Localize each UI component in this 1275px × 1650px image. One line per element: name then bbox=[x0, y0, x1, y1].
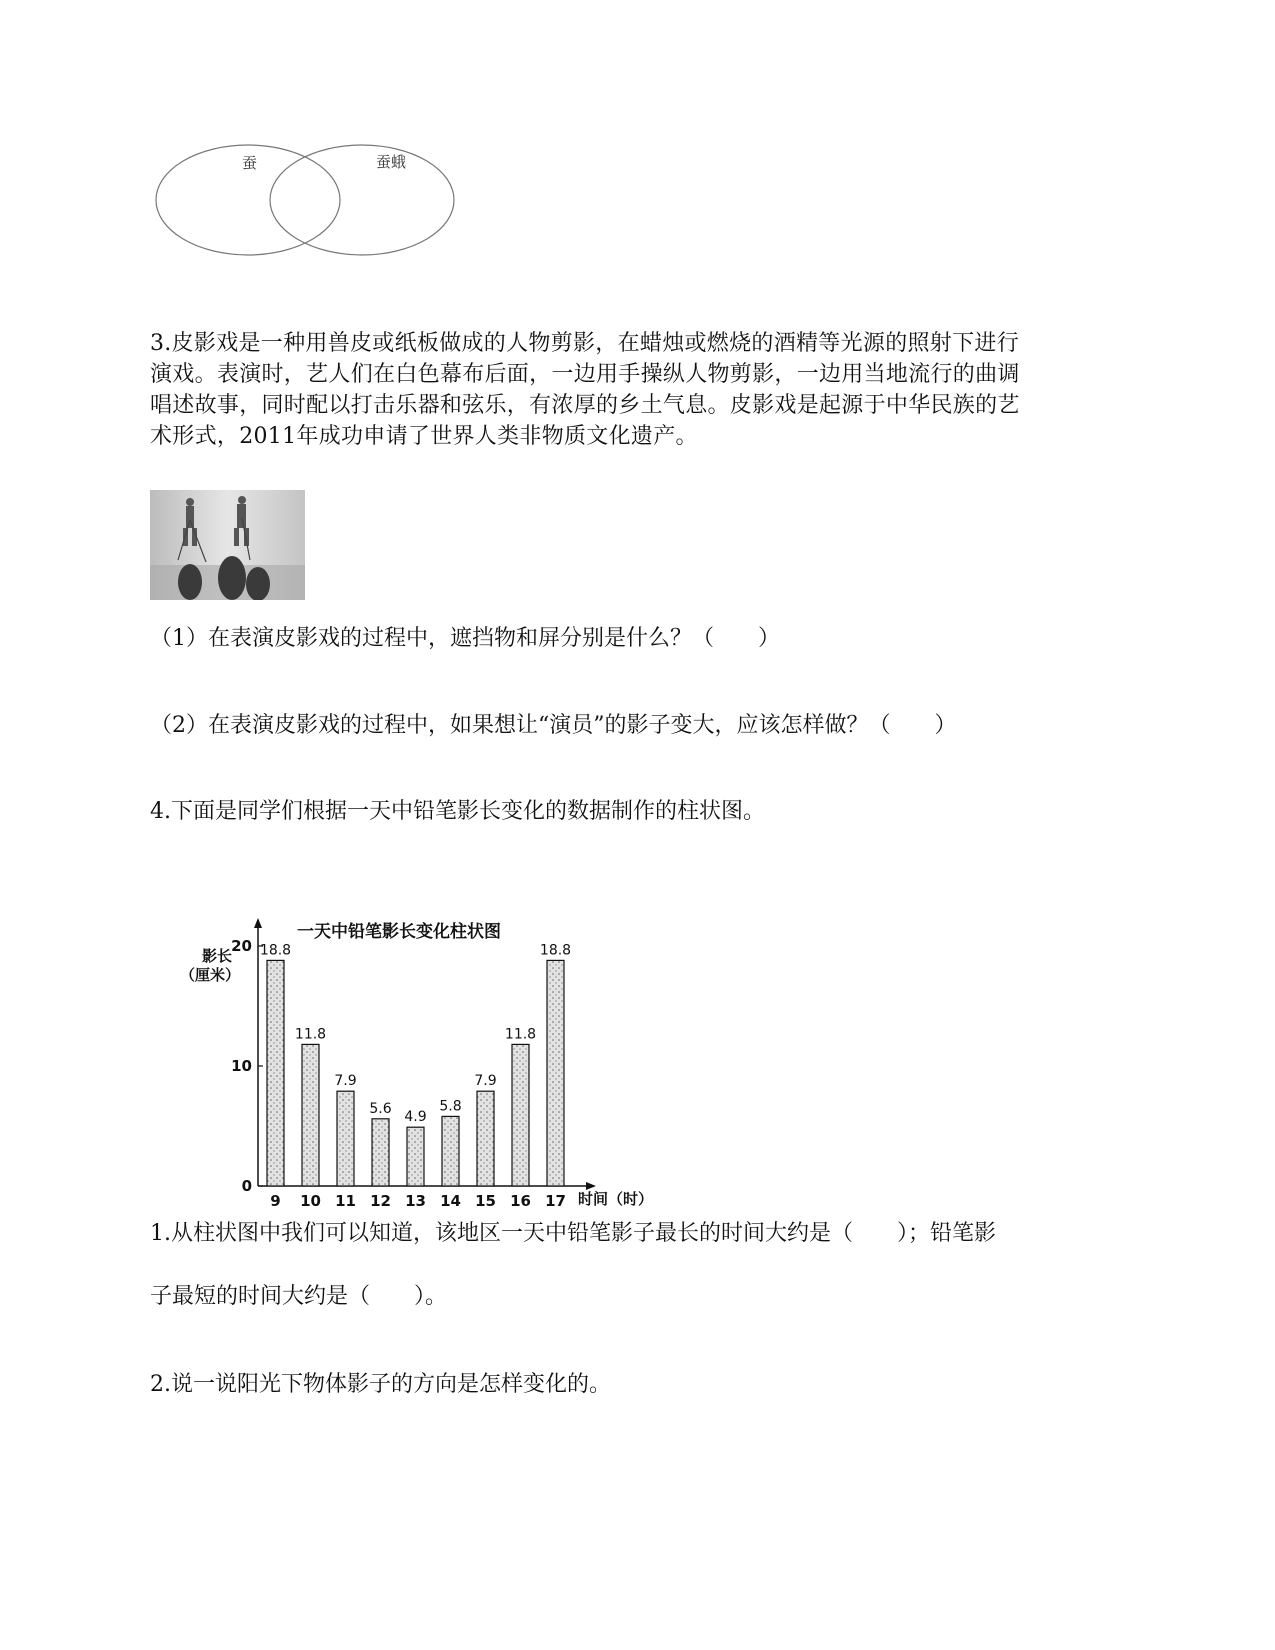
chart-title: 一天中铅笔影长变化柱状图 bbox=[297, 922, 501, 942]
bar bbox=[512, 1044, 529, 1186]
shadow-puppet-photo bbox=[150, 490, 305, 600]
question-3-line: 3.皮影戏是一种用兽皮或纸板做成的人物剪影，在蜡烛或燃烧的酒精等光源的照射下进行 bbox=[150, 331, 1019, 356]
y-axis-arrow bbox=[254, 918, 262, 928]
question-3-line: 演戏。表演时，艺人们在白色幕布后面，一边用手操纵人物剪影，一边用当地流行的曲调 bbox=[150, 362, 1020, 387]
venn-diagram bbox=[150, 140, 530, 270]
y-axis-label: 影长 bbox=[202, 947, 233, 965]
y-axis-unit-label: （厘米） bbox=[180, 966, 241, 984]
bar-value-label: 7.9 bbox=[474, 1073, 497, 1090]
x-tick-label: 11 bbox=[335, 1192, 356, 1210]
question-3-line: 术形式，2011年成功申请了世界人类非物质文化遗产。 bbox=[150, 424, 698, 449]
y-tick-label: 0 bbox=[241, 1177, 252, 1195]
bar-value-label: 11.8 bbox=[294, 1026, 327, 1043]
x-tick-label: 13 bbox=[405, 1192, 426, 1210]
x-tick-label: 14 bbox=[440, 1192, 461, 1210]
venn-right-ellipse bbox=[270, 145, 454, 255]
bar-value-label: 11.8 bbox=[504, 1026, 537, 1043]
x-axis-label: 时间（时） bbox=[578, 1190, 654, 1208]
question-4-sub-2: 2.说一说阳光下物体影子的方向是怎样变化的。 bbox=[150, 1372, 611, 1397]
y-tick-label: 20 bbox=[231, 937, 252, 955]
bar bbox=[372, 1119, 389, 1186]
question-3-paragraph bbox=[150, 328, 1150, 452]
y-tick-label: 10 bbox=[231, 1057, 252, 1075]
x-tick-label: 9 bbox=[270, 1192, 281, 1210]
x-tick-label: 17 bbox=[545, 1192, 566, 1210]
question-4-sub-1-line-1: 1.从柱状图中我们可以知道，该地区一天中铅笔影子最长的时间大约是（ ）；铅笔影 bbox=[150, 1221, 996, 1246]
bar-value-label: 18.8 bbox=[539, 942, 572, 959]
bar bbox=[302, 1044, 319, 1186]
venn-left-label: 蚕 bbox=[242, 154, 258, 172]
bar bbox=[407, 1127, 424, 1186]
bar-value-label: 4.9 bbox=[404, 1109, 427, 1126]
x-tick-label: 16 bbox=[510, 1192, 531, 1210]
x-tick-label: 15 bbox=[475, 1192, 496, 1210]
bar-value-label: 5.6 bbox=[369, 1100, 392, 1117]
x-axis-arrow bbox=[586, 1182, 596, 1190]
x-tick-label: 12 bbox=[370, 1192, 391, 1210]
bar-value-label: 18.8 bbox=[259, 942, 292, 959]
bar-value-label: 7.9 bbox=[334, 1073, 357, 1090]
question-3-line: 唱述故事，同时配以打击乐器和弦乐，有浓厚的乡土气息。皮影戏是起源于中华民族的艺 bbox=[150, 393, 1020, 418]
bar-value-label: 5.8 bbox=[439, 1098, 462, 1115]
question-4-sub-1-line-2: 子最短的时间大约是（ ）。 bbox=[150, 1284, 448, 1309]
x-tick-label: 10 bbox=[300, 1192, 321, 1210]
question-3-sub-2: （2）在表演皮影戏的过程中，如果想让“演员”的影子变大，应该怎样做？（ ） bbox=[150, 713, 957, 738]
question-3-sub-1: （1）在表演皮影戏的过程中，遮挡物和屏分别是什么？（ ） bbox=[150, 626, 780, 651]
venn-right-label: 蚕蛾 bbox=[376, 153, 407, 171]
bar bbox=[477, 1091, 494, 1186]
bar bbox=[442, 1116, 459, 1186]
shadow-length-bar-chart bbox=[180, 895, 700, 1225]
question-4-intro: 4.下面是同学们根据一天中铅笔影长变化的数据制作的柱状图。 bbox=[150, 799, 765, 824]
bar bbox=[547, 960, 564, 1186]
bar bbox=[267, 960, 284, 1186]
bar bbox=[337, 1091, 354, 1186]
